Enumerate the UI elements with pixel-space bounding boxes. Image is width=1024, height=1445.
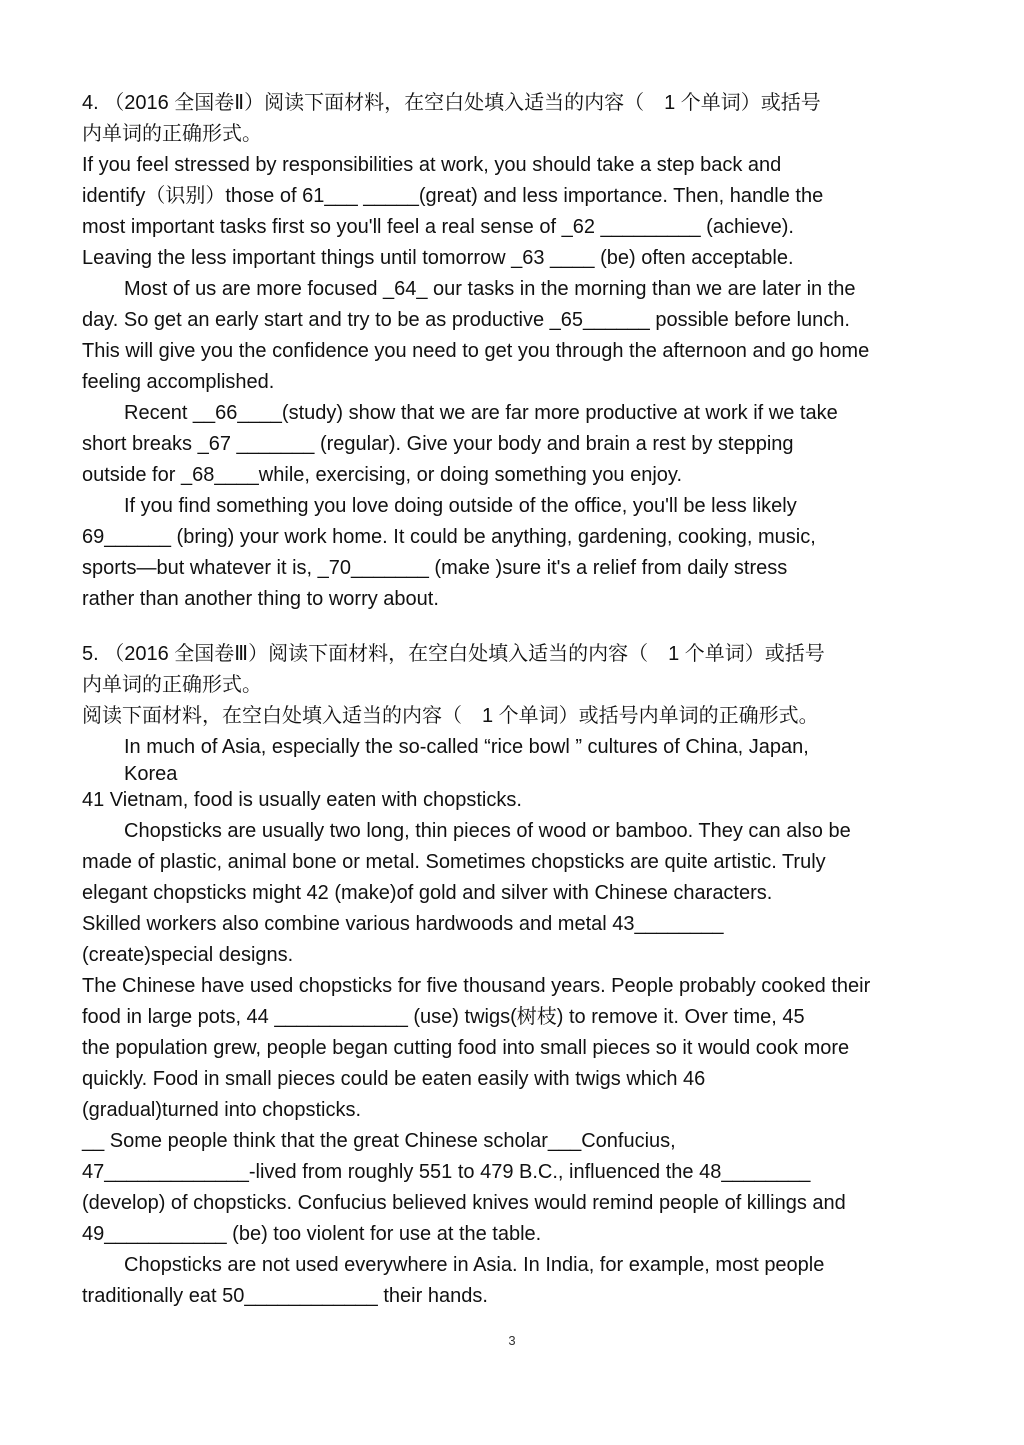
q4-text-line: outside for _68____while, exercising, or doing something you enjoy. xyxy=(82,464,682,486)
q5-text-line: traditionally eat 50____________ their hands. xyxy=(82,1285,488,1307)
q5-text-line: Chopsticks are usually two long, thin pieces of wood or bamboo. They can also be xyxy=(124,820,851,842)
q5-text-line: In much of Asia, especially the so-called “rice bowl ” cultures of China, Japan, xyxy=(124,736,809,758)
q4-text-line: Most of us are more focused _64_ our tasks in the morning than we are later in the xyxy=(124,278,856,300)
q4-text-line: If you find something you love doing outside of the office, you'll be less likely xyxy=(124,495,797,517)
q4-text-line: short breaks _67 _______ (regular). Give your body and brain a rest by stepping xyxy=(82,433,794,455)
q4-header-line-2: 内单词的正确形式。 xyxy=(82,123,262,145)
question-5 xyxy=(82,639,960,1312)
q5-instruction: 阅读下面材料，在空白处填入适当的内容（ 1 个单词）或括号内单词的正确形式。 xyxy=(82,705,819,727)
q4-text-line: sports—but whatever it is, _70_______ (make )sure it's a relief from daily stress xyxy=(82,557,788,579)
q4-text-line: day. So get an early start and try to be as productive _65______ possible before lunch. xyxy=(82,309,850,331)
q4-text-line: If you feel stressed by responsibilities at work, you should take a step back and xyxy=(82,154,782,176)
q4-text-line: rather than another thing to worry about. xyxy=(82,588,439,610)
q5-text-line: food in large pots, 44 ____________ (use) twigs(树枝) to remove it. Over time, 45 xyxy=(82,1006,805,1028)
q5-text-line: (gradual)turned into chopsticks. xyxy=(82,1099,362,1121)
q5-text-line: 41 Vietnam, food is usually eaten with chopsticks. xyxy=(82,789,522,811)
q5-header-line-2: 内单词的正确形式。 xyxy=(82,674,262,696)
q5-header-line-1: 5. （2016 全国卷Ⅲ）阅读下面材料，在空白处填入适当的内容（ 1 个单词）或括号 xyxy=(82,643,825,665)
q5-text-line: Korea xyxy=(124,763,178,785)
q5-text-line: made of plastic, animal bone or metal. Sometimes chopsticks are quite artistic. Truly xyxy=(82,851,826,873)
question-4 xyxy=(82,88,960,615)
q4-text-line: Recent __66____(study) show that we are far more productive at work if we take xyxy=(124,402,838,424)
q4-text-line: identify（识别）those of 61___ _____(great) and less importance. Then, handle the xyxy=(82,185,824,207)
q5-text-line: Chopsticks are not used everywhere in Asia. In India, for example, most people xyxy=(124,1254,825,1276)
q5-text-line: 49___________ (be) too violent for use at the table. xyxy=(82,1223,542,1245)
q4-text-line: Leaving the less important things until tomorrow _63 ____ (be) often acceptable. xyxy=(82,247,794,269)
document-page xyxy=(82,88,960,1312)
q4-text-line: most important tasks first so you'll feel a real sense of _62 _________ (achieve). xyxy=(82,216,794,238)
q5-text-line: the population grew, people began cutting food into small pieces so it would cook more xyxy=(82,1037,850,1059)
q4-text-line: feeling accomplished. xyxy=(82,371,275,393)
q5-text-line: (develop) of chopsticks. Confucius believed knives would remind people of killings and xyxy=(82,1192,846,1214)
page-number: 3 xyxy=(508,1333,516,1348)
q4-text-line: This will give you the confidence you need to get you through the afternoon and go home xyxy=(82,340,870,362)
q5-text-line: Skilled workers also combine various hardwoods and metal 43________ xyxy=(82,913,724,935)
q5-text-line: elegant chopsticks might 42 (make)of gold and silver with Chinese characters. xyxy=(82,882,773,904)
q5-text-line: 47_____________-lived from roughly 551 to 479 B.C., influenced the 48________ xyxy=(82,1161,811,1183)
section-gap xyxy=(82,615,960,639)
q4-text-line: 69______ (bring) your work home. It could be anything, gardening, cooking, music, xyxy=(82,526,816,548)
q5-text-line: __ Some people think that the great Chinese scholar___Confucius, xyxy=(82,1130,676,1152)
q5-text-line: quickly. Food in small pieces could be eaten easily with twigs which 46 xyxy=(82,1068,706,1090)
q5-text-line: (create)special designs. xyxy=(82,944,294,966)
q4-header-line-1: 4. （2016 全国卷Ⅱ）阅读下面材料，在空白处填入适当的内容（ 1 个单词）或括号 xyxy=(82,92,821,114)
q5-text-line: The Chinese have used chopsticks for five thousand years. People probably cooked their xyxy=(82,975,871,997)
